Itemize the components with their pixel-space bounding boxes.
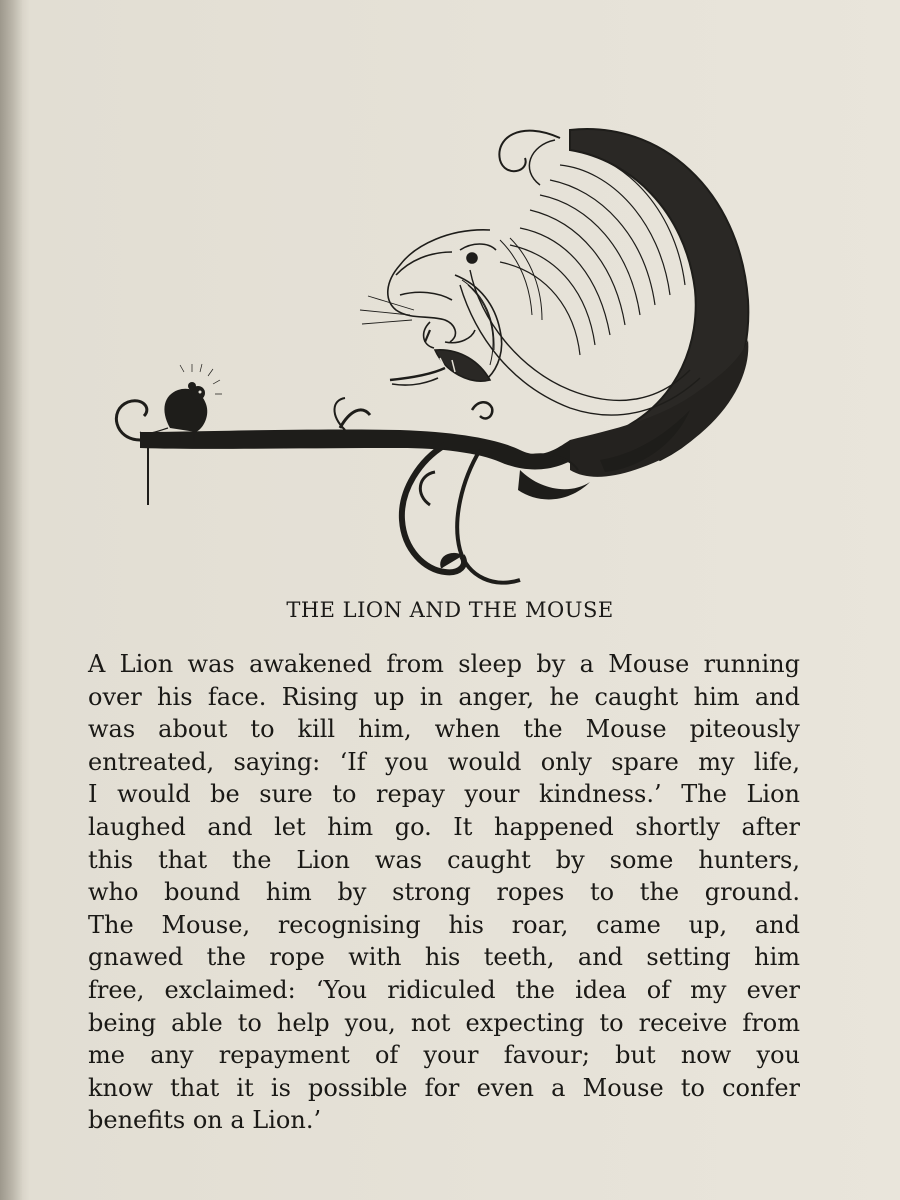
mouse-figure xyxy=(140,364,222,442)
story-line: who bound him by strong ropes to the ground. xyxy=(88,878,800,907)
story-line: A Lion was awakened from sleep by a Mouse running xyxy=(88,650,800,678)
story-line: I would be sure to repay your kindness.’ The Lion xyxy=(88,780,800,809)
story-line: entreated, saying: ‘If you would only spare my life, xyxy=(88,747,800,776)
story-title: THE LION AND THE MOUSE xyxy=(286,598,614,622)
story-line: laughed and let him go. It happened shortly after xyxy=(88,812,800,841)
ornamental-flourish xyxy=(116,340,748,583)
story-line: benefits on a Lion.’ xyxy=(88,1106,322,1135)
story-body xyxy=(88,648,800,1137)
lion-face xyxy=(360,230,542,385)
story-line: being able to help you, not expecting to receive from xyxy=(88,1008,800,1037)
story-line: The Mouse, recognising his roar, came up, and xyxy=(88,910,800,939)
story-line: was about to kill him, when the Mouse piteously xyxy=(88,715,800,744)
story-line: know that it is possible for even a Mouse to confer xyxy=(88,1073,800,1102)
story-line: over his face. Rising up in anger, he caught him and xyxy=(88,682,800,711)
story-line: this that the Lion was caught by some hunters, xyxy=(88,845,800,874)
story-line: me any repayment of your favour; but now you xyxy=(88,1041,800,1070)
lion-initial-illustration xyxy=(100,110,780,600)
story-line: free, exclaimed: ‘You ridiculed the idea of my ever xyxy=(88,975,800,1004)
story-line: gnawed the rope with his teeth, and setting him xyxy=(88,943,800,972)
